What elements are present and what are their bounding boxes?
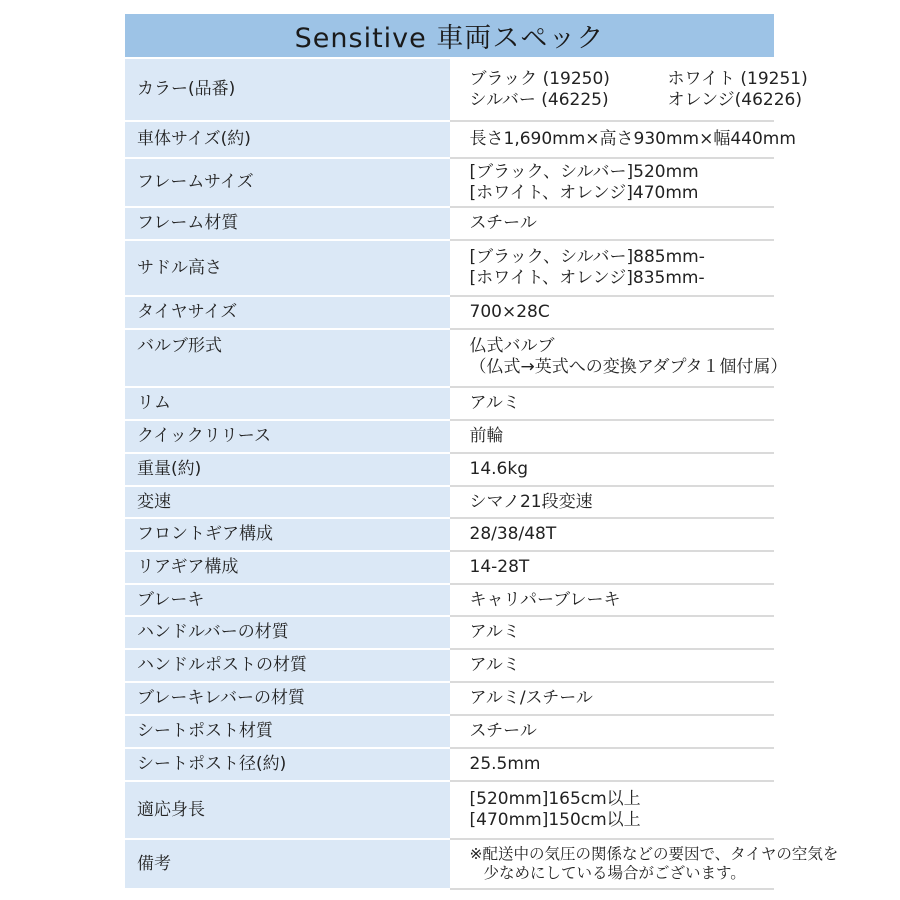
table-row xyxy=(125,715,774,748)
color-grid xyxy=(469,68,808,111)
table-row xyxy=(125,207,774,240)
spec-label: フレーム材質 xyxy=(125,207,450,240)
spec-value xyxy=(450,616,775,649)
spec-value-line: 長さ1,690mm×高さ930mm×幅440mm xyxy=(469,129,796,149)
spec-value xyxy=(450,649,775,682)
spec-label: カラー(品番) xyxy=(125,58,450,121)
spec-value-line: アルミ xyxy=(469,655,520,675)
spec-value xyxy=(450,584,775,616)
spec-label: 変速 xyxy=(125,486,450,518)
table-row xyxy=(125,839,774,889)
spec-value xyxy=(450,158,775,207)
spec-value-line: シマノ21段変速 xyxy=(469,491,593,512)
spec-value xyxy=(450,387,775,420)
table-row xyxy=(125,240,774,296)
spec-value xyxy=(450,453,775,486)
spec-label: タイヤサイズ xyxy=(125,296,450,329)
table-row xyxy=(125,551,774,584)
table-row xyxy=(125,121,774,158)
spec-label: クイックリリース xyxy=(125,420,450,453)
spec-label: フロントギア構成 xyxy=(125,518,450,551)
spec-note-line: ※配送中の気圧の関係などの要因で、タイヤの空気を xyxy=(469,845,839,863)
spec-table xyxy=(125,14,839,890)
spec-value-line: スチール xyxy=(469,721,537,741)
table-header-row xyxy=(125,14,774,58)
spec-value xyxy=(450,121,796,158)
table-row xyxy=(125,649,774,682)
spec-value-line: 700×28C xyxy=(469,302,550,322)
spec-value-line: [ホワイト、オレンジ]470mm xyxy=(469,182,699,203)
spec-label: ブレーキ xyxy=(125,584,450,616)
spec-label: ハンドルバーの材質 xyxy=(125,616,450,649)
spec-value xyxy=(450,207,775,240)
spec-label: シートポスト径(約) xyxy=(125,748,450,781)
spec-label: リアギア構成 xyxy=(125,551,450,584)
spec-value xyxy=(450,296,775,329)
table-row xyxy=(125,296,774,329)
spec-value-line: [ブラック、シルバー]520mm xyxy=(469,161,699,182)
table-row xyxy=(125,58,774,121)
spec-label: 備考 xyxy=(125,839,450,889)
spec-value-line: [520mm]165cm以上 xyxy=(469,789,641,809)
spec-value xyxy=(450,682,775,715)
table-row xyxy=(125,486,774,518)
color-option: ブラック (19250) xyxy=(469,68,610,89)
table-row xyxy=(125,387,774,420)
spec-value xyxy=(450,486,775,518)
table-row xyxy=(125,584,774,616)
spec-value xyxy=(450,839,839,889)
spec-label: 適応身長 xyxy=(125,781,450,839)
spec-label: シートポスト材質 xyxy=(125,715,450,748)
spec-label: ブレーキレバーの材質 xyxy=(125,682,450,715)
spec-label: バルブ形式 xyxy=(125,329,450,387)
spec-value-line: 28/38/48T xyxy=(469,524,557,544)
table-row xyxy=(125,329,774,387)
color-option: シルバー (46225) xyxy=(469,89,609,110)
spec-value-line: [470mm]150cm以上 xyxy=(469,810,641,830)
spec-value-line: アルミ xyxy=(469,393,520,413)
spec-value-line: キャリパーブレーキ xyxy=(469,589,621,610)
table-row xyxy=(125,453,774,486)
spec-value xyxy=(450,329,788,387)
spec-value xyxy=(450,748,775,781)
table-row xyxy=(125,420,774,453)
spec-value xyxy=(450,58,808,121)
spec-value-line: アルミ/スチール xyxy=(469,688,593,708)
spec-value xyxy=(450,240,775,296)
spec-title: Sensitive 車両スペック xyxy=(125,14,774,58)
spec-note-line: 少なめにしている場合がございます。 xyxy=(483,864,746,882)
table-row xyxy=(125,748,774,781)
spec-value xyxy=(450,420,775,453)
color-option: オレンジ(46226) xyxy=(667,89,802,110)
spec-value-line: 14.6kg xyxy=(469,459,528,479)
spec-value-line: [ホワイト、オレンジ]835mm- xyxy=(469,268,705,288)
table-row xyxy=(125,781,774,839)
spec-value-line: 前輪 xyxy=(469,426,504,446)
color-option: ホワイト (19251) xyxy=(667,68,808,89)
spec-value xyxy=(450,518,775,551)
spec-value xyxy=(450,551,775,584)
table-row xyxy=(125,158,774,207)
spec-label: ハンドルポストの材質 xyxy=(125,649,450,682)
spec-value-line: 仏式バルブ xyxy=(469,336,555,356)
spec-value xyxy=(450,715,775,748)
spec-value xyxy=(450,781,775,839)
table-row xyxy=(125,616,774,649)
spec-label: サドル高さ xyxy=(125,240,450,296)
spec-value-line: アルミ xyxy=(469,622,520,642)
spec-label: フレームサイズ xyxy=(125,158,450,207)
spec-label: 重量(約) xyxy=(125,453,450,486)
spec-label: 車体サイズ(約) xyxy=(125,121,450,158)
table-row xyxy=(125,682,774,715)
spec-value-line: [ブラック、シルバー]885mm- xyxy=(469,247,705,267)
spec-value-line: スチール xyxy=(469,213,537,233)
spec-value-line: 25.5mm xyxy=(469,754,541,774)
spec-value-line: （仏式→英式への変換アダプタ１個付属） xyxy=(469,357,788,377)
spec-value-line: 14-28T xyxy=(469,557,530,577)
spec-label: リム xyxy=(125,387,450,420)
table-row xyxy=(125,518,774,551)
